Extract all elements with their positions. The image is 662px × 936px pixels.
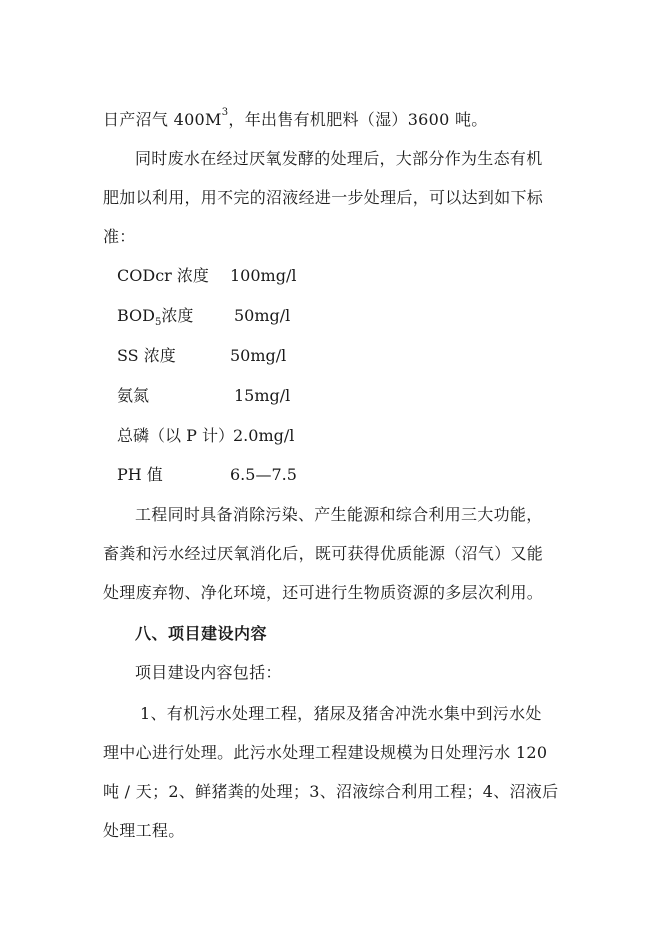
items-line-4: 处理工程。 [103, 821, 185, 840]
standard-value: 50mg/l [230, 346, 287, 365]
standard-name: 总磷（以 P 计） [117, 426, 234, 445]
functions-line-3: 处理废弃物、净化环境，还可进行生物质资源的多层次利用。 [103, 583, 544, 602]
standard-name-subscript: 5 [155, 317, 162, 328]
standard-name-prefix: BOD [117, 306, 155, 325]
functions-line-1: 工程同时具备消除污染、产生能源和综合利用三大功能， [135, 505, 543, 524]
biogas-prefix: 日产沼气 400M [103, 110, 222, 129]
standard-name: SS 浓度 [117, 346, 176, 365]
standard-value: 6.5—7.5 [230, 465, 297, 484]
items-line-2: 理中心进行处理。此污水处理工程建设规模为日处理污水 120 [103, 743, 548, 762]
functions-line-2: 畜粪和污水经过厌氧消化后，既可获得优质能源（沼气）又能 [103, 544, 544, 563]
standard-value: 50mg/l [234, 306, 291, 325]
biogas-output-line [103, 107, 488, 132]
items-line-3: 吨 / 天；2、鲜猪粪的处理；3、沼液综合利用工程；4、沼液后 [103, 782, 559, 801]
wastewater-line-2: 肥加以利用，用不完的沼液经进一步处理后，可以达到如下标 [103, 188, 544, 207]
standard-name: CODcr 浓度 [117, 266, 209, 285]
wastewater-line-1: 同时废水在经过厌氧发酵的处理后，大部分作为生态有机 [135, 149, 543, 168]
section-intro: 项目建设内容包括： [135, 663, 282, 682]
items-line-1: 1、有机污水处理工程，猪尿及猪舍冲洗水集中到污水处 [140, 704, 542, 723]
standard-name: 氨氮 [117, 386, 150, 405]
standard-value: 2.0mg/l [233, 426, 295, 445]
standard-name-suffix: 浓度 [161, 306, 194, 325]
standard-name [117, 306, 193, 326]
wastewater-line-3: 准： [103, 227, 136, 246]
standard-value: 15mg/l [234, 386, 291, 405]
section-heading: 八、项目建设内容 [135, 624, 268, 643]
biogas-suffix: ，年出售有机肥料（湿）3600 吨。 [228, 110, 488, 129]
standard-name: PH 值 [117, 465, 163, 484]
standard-value: 100mg/l [230, 266, 297, 285]
cubic-superscript: 3 [221, 107, 229, 118]
